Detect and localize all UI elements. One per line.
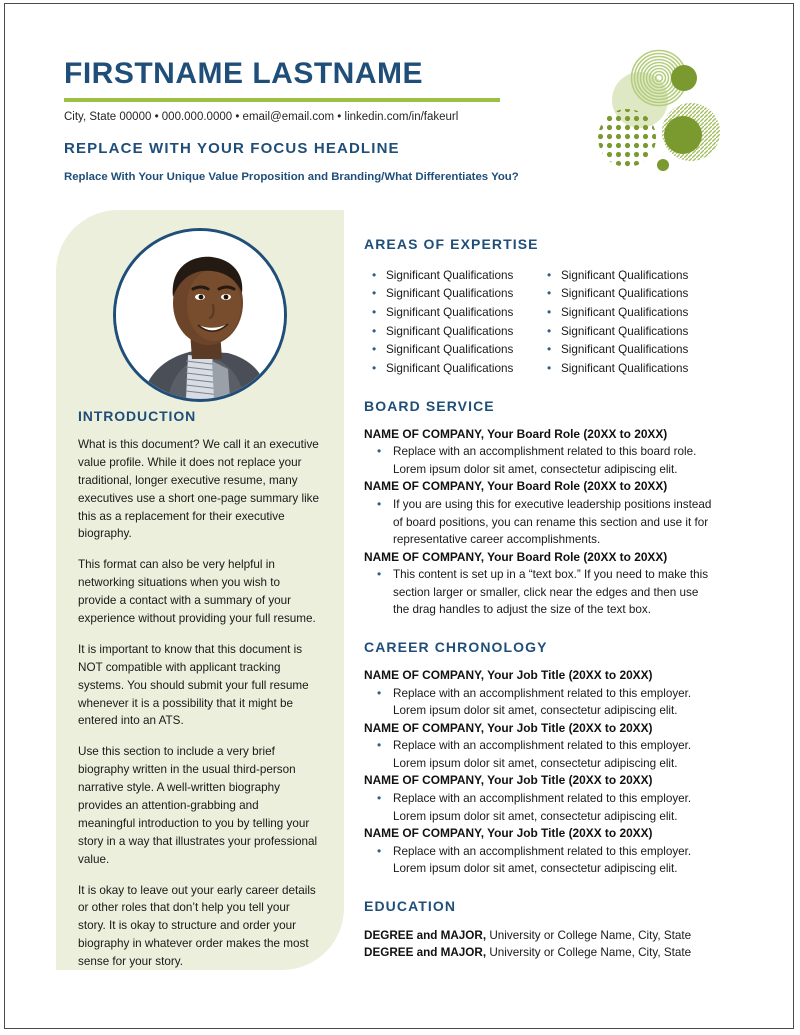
dotted-circle xyxy=(598,109,656,167)
entry-bullet xyxy=(364,736,716,772)
section-career-chronology xyxy=(364,639,716,878)
bullet-dot-icon: • xyxy=(547,361,552,376)
header xyxy=(64,58,584,185)
introduction-paragraph: What is this document? We call it an executive value profile. While it does not replace your traditional, longer executive resume, many executives use a short one-page summary like this as a replacement for their executive biography. xyxy=(78,438,320,541)
bullet-dot-icon: • xyxy=(377,444,382,459)
expertise-item-label: Significant Qualifications xyxy=(561,306,689,320)
expertise-item xyxy=(364,284,539,303)
expertise-item-label: Significant Qualifications xyxy=(386,268,514,282)
expertise-item xyxy=(364,322,539,341)
board-service-entries xyxy=(364,427,716,619)
expertise-item-label: Significant Qualifications xyxy=(386,287,514,301)
expertise-item-label: Significant Qualifications xyxy=(561,287,689,301)
bullet-dot-icon: • xyxy=(377,685,382,700)
career-chronology-entries xyxy=(364,668,716,878)
bullet-dot-icon: • xyxy=(372,361,377,376)
entry-title: NAME OF COMPANY, Your Job Title (20XX to 20XX) xyxy=(364,826,653,841)
page-title: FIRSTNAME LASTNAME xyxy=(64,57,423,90)
section-heading-board-service: BOARD SERVICE xyxy=(364,397,495,414)
section-heading-education: EDUCATION xyxy=(364,898,457,914)
education-school: University or College Name, City, State xyxy=(486,928,692,942)
education-degree: DEGREE and MAJOR, xyxy=(364,945,487,959)
expertise-item xyxy=(539,266,714,285)
education-entry xyxy=(364,945,716,962)
education-list xyxy=(364,928,716,962)
education-entry xyxy=(364,928,716,945)
introduction-paragraph: This format can also be very helpful in networking situations when you wish to provide a contact with a summary of your experience without providing your full resume. xyxy=(78,558,316,626)
expertise-item-label: Significant Qualifications xyxy=(386,343,514,357)
bullet-dot-icon: • xyxy=(377,738,382,753)
bullet-dot-icon: • xyxy=(377,567,382,582)
expertise-item xyxy=(539,340,714,359)
bullet-dot-icon: • xyxy=(547,323,552,338)
decorative-circles-graphic xyxy=(596,42,756,202)
entry-bullet xyxy=(364,442,716,478)
section-heading-expertise: AREAS OF EXPERTISE xyxy=(364,236,539,252)
expertise-item xyxy=(539,303,714,322)
pale-green-circle xyxy=(612,72,668,128)
solid-olive-circle-large xyxy=(664,116,702,154)
entry-bullet xyxy=(364,789,716,825)
entry-bullet xyxy=(364,842,716,878)
introduction-paragraph: It is important to know that this document is NOT compatible with applicant tracking systems. You should submit your full resume whenever it is a possibility that it might be entered into an ATS. xyxy=(78,642,309,728)
bullet-dot-icon: • xyxy=(547,286,552,301)
expertise-item-label: Significant Qualifications xyxy=(386,362,514,376)
entry-bullet-text: Replace with an accomplishment related to this employer. Lorem ipsum dolor sit amet, consectetur adipiscing elit. xyxy=(393,844,692,876)
bullet-dot-icon: • xyxy=(372,267,377,282)
value-proposition: Replace With Your Unique Value Proposition and Branding/What Differentiates You? xyxy=(64,171,519,184)
entry-bullet-text: Replace with an accomplishment related to this employer. Lorem ipsum dolor sit amet, consectetur adipiscing elit. xyxy=(393,739,692,770)
bullet-dot-icon: • xyxy=(547,305,552,320)
bullet-dot-icon: • xyxy=(547,342,552,357)
small-olive-dot xyxy=(657,159,669,171)
hatched-circle xyxy=(662,103,720,161)
expertise-item-label: Significant Qualifications xyxy=(386,324,514,338)
expertise-item xyxy=(364,359,539,378)
bullet-dot-icon: • xyxy=(377,843,382,858)
avatar xyxy=(113,228,287,402)
entry-title: NAME OF COMPANY, Your Board Role (20XX to 20XX) xyxy=(364,426,668,441)
entry-bullet-text: This content is set up in a “text box.” If you need to make this section larger or smaller, click near the edges and then use the drag handles to adjust the size of the text box. xyxy=(393,568,709,617)
right-column xyxy=(364,236,716,962)
bullet-dot-icon: • xyxy=(372,305,377,320)
introduction-body xyxy=(78,436,319,971)
entry-bullet-text: Replace with an accomplishment related to this employer. Lorem ipsum dolor sit amet, consectetur adipiscing elit. xyxy=(393,686,692,718)
entry-title: NAME OF COMPANY, Your Job Title (20XX to 20XX) xyxy=(364,667,653,682)
bullet-dot-icon: • xyxy=(372,342,377,357)
entry-title: NAME OF COMPANY, Your Board Role (20XX to 20XX) xyxy=(364,549,668,564)
section-education xyxy=(364,898,716,962)
entry-bullet-text: If you are using this for executive leadership positions instead of board positions, you can rename this section and use it for representative career accomplishments. xyxy=(393,498,712,547)
bullet-dot-icon: • xyxy=(377,791,382,806)
education-degree: DEGREE and MAJOR, xyxy=(364,928,487,942)
contact-line: City, State 00000 • 000.000.0000 • email@email.com • linkedin.com/in/fakeurl xyxy=(64,110,459,123)
expertise-item-label: Significant Qualifications xyxy=(561,343,689,357)
introduction-paragraph: It is okay to leave out your early career details or other roles that don’t help you tell your story. It is okay to structure and order your biography in whatever order makes the most sense for your story. xyxy=(78,883,316,969)
entry-title: NAME OF COMPANY, Your Job Title (20XX to 20XX) xyxy=(364,773,653,788)
section-heading-career-chronology: CAREER CHRONOLOGY xyxy=(364,639,548,656)
section-areas-of-expertise xyxy=(364,236,716,378)
green-divider-rule xyxy=(64,98,500,102)
introduction-heading: INTRODUCTION xyxy=(78,408,197,424)
entry-bullet xyxy=(364,565,716,619)
expertise-item xyxy=(364,266,539,285)
entry-bullet xyxy=(364,684,716,720)
expertise-list xyxy=(364,266,716,378)
bullet-dot-icon: • xyxy=(377,497,382,512)
entry-title: NAME OF COMPANY, Your Board Role (20XX to 20XX) xyxy=(364,479,668,494)
education-school: University or College Name, City, State xyxy=(486,945,692,959)
expertise-item xyxy=(364,340,539,359)
expertise-item xyxy=(539,322,714,341)
solid-olive-circle-small xyxy=(671,65,697,91)
expertise-item-label: Significant Qualifications xyxy=(561,362,689,376)
expertise-item-label: Significant Qualifications xyxy=(386,306,514,320)
concentric-rings-circle xyxy=(632,51,687,106)
expertise-item xyxy=(364,303,539,322)
entry-bullet-text: Replace with an accomplishment related to this employer. Lorem ipsum dolor sit amet, consectetur adipiscing elit. xyxy=(393,792,692,823)
entry-bullet xyxy=(364,495,716,549)
bullet-dot-icon: • xyxy=(372,286,377,301)
section-board-service xyxy=(364,398,716,619)
bullet-dot-icon: • xyxy=(372,323,377,338)
entry-title: NAME OF COMPANY, Your Job Title (20XX to 20XX) xyxy=(364,720,653,735)
focus-headline: REPLACE WITH YOUR FOCUS HEADLINE xyxy=(64,140,400,158)
entry-bullet-text: Replace with an accomplishment related to this board role. Lorem ipsum dolor sit amet, consectetur adipiscing elit. xyxy=(393,445,697,476)
expertise-item-label: Significant Qualifications xyxy=(561,324,689,338)
expertise-item-label: Significant Qualifications xyxy=(561,268,689,282)
left-panel xyxy=(56,210,344,970)
expertise-item xyxy=(539,284,714,303)
expertise-item xyxy=(539,359,714,378)
introduction-paragraph: Use this section to include a very brief biography written in the usual third-person narrative style. A well-written biography provides an attention-grabbing and meaningful introduction to you by telling your story in a way that illustrates your professional value. xyxy=(78,745,318,866)
bullet-dot-icon: • xyxy=(547,267,552,282)
